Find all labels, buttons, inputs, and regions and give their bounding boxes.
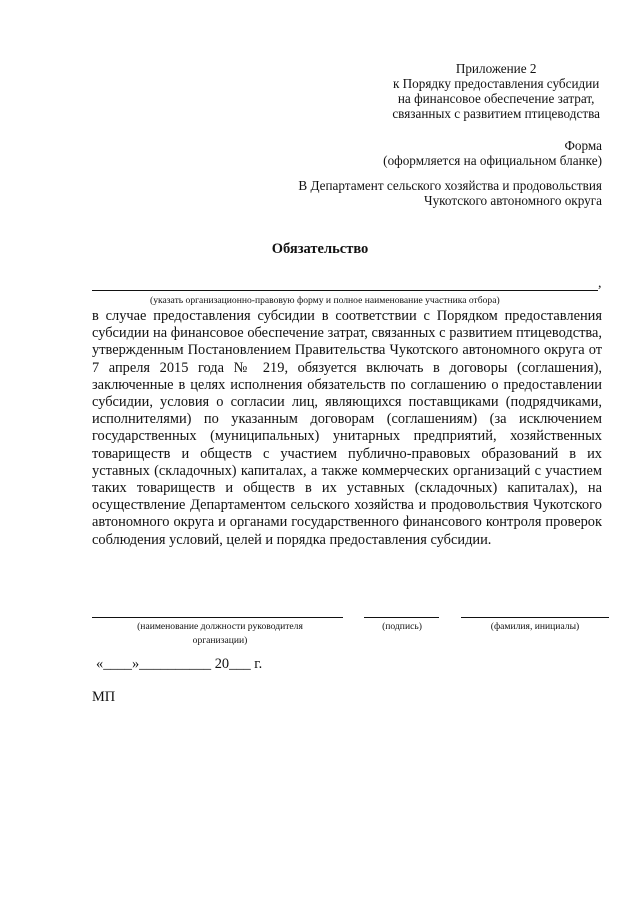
position-caption — [110, 620, 330, 648]
appendix-line: Приложение 2 — [455, 61, 537, 76]
addressee — [298, 178, 602, 208]
appendix-header — [392, 61, 600, 121]
addressee-line: Чукотского автономного округа — [424, 193, 602, 208]
date-line: «____»__________ 20___ г. — [96, 656, 263, 672]
organization-name-caption: (указать организационно-правовую форму и полное наименование участника отбора) — [150, 295, 500, 306]
signature-line — [364, 617, 439, 618]
form-note — [383, 138, 602, 168]
organization-name-line — [92, 290, 598, 291]
position-caption-line: организации) — [192, 635, 248, 646]
obligation-body-text: в случае предоставления субсидии в соответствии с Порядком предоставления субсидии на финансовое обеспечение затрат, связанных с развитием птицеводства, утвержденным Постановлением Правительства Чукотского автономного округа от 7 апреля 2015 года № 219, обязуется включать в договоры (соглашения), заключенные в целях исполнения обязательств по соглашению о предоставлении субсидии, условия о согласии лиц, являющихся поставщиками (подрядчиками, исполнителями) по указанным договорам (соглашениям) (за исключением государственных (муниципальных) унитарных предприятий, хозяйственных товариществ и обществ с участием публично-правовых образований в их уставных (складочных) капиталах, а также коммерческих организаций с участием таких товариществ и обществ в их уставных (складочных) капиталах), на осуществление Департаментом сельского хозяйства и продовольствия Чукотского автономного округа и органами государственного финансового контроля проверок соблюдения условий, целей и порядка предоставления субсидии. — [92, 308, 602, 548]
document-title: Обязательство — [271, 241, 369, 257]
name-signature-line — [461, 617, 609, 618]
form-label: Форма — [564, 138, 602, 153]
organization-line-comma: , — [598, 276, 602, 291]
form-instruction: (оформляется на официальном бланке) — [383, 153, 602, 168]
addressee-line: В Департамент сельского хозяйства и продовольствия — [298, 178, 602, 193]
position-caption-line: (наименование должности руководителя — [137, 621, 303, 632]
appendix-line: к Порядку предоставления субсидии — [392, 76, 600, 91]
signature-caption: (подпись) — [382, 621, 422, 632]
position-signature-line — [92, 617, 343, 618]
stamp-place: МП — [92, 689, 116, 705]
appendix-line: на финансовое обеспечение затрат, — [397, 91, 595, 106]
appendix-line: связанных с развитием птицеводства — [392, 106, 600, 121]
name-caption: (фамилия, инициалы) — [490, 621, 580, 632]
